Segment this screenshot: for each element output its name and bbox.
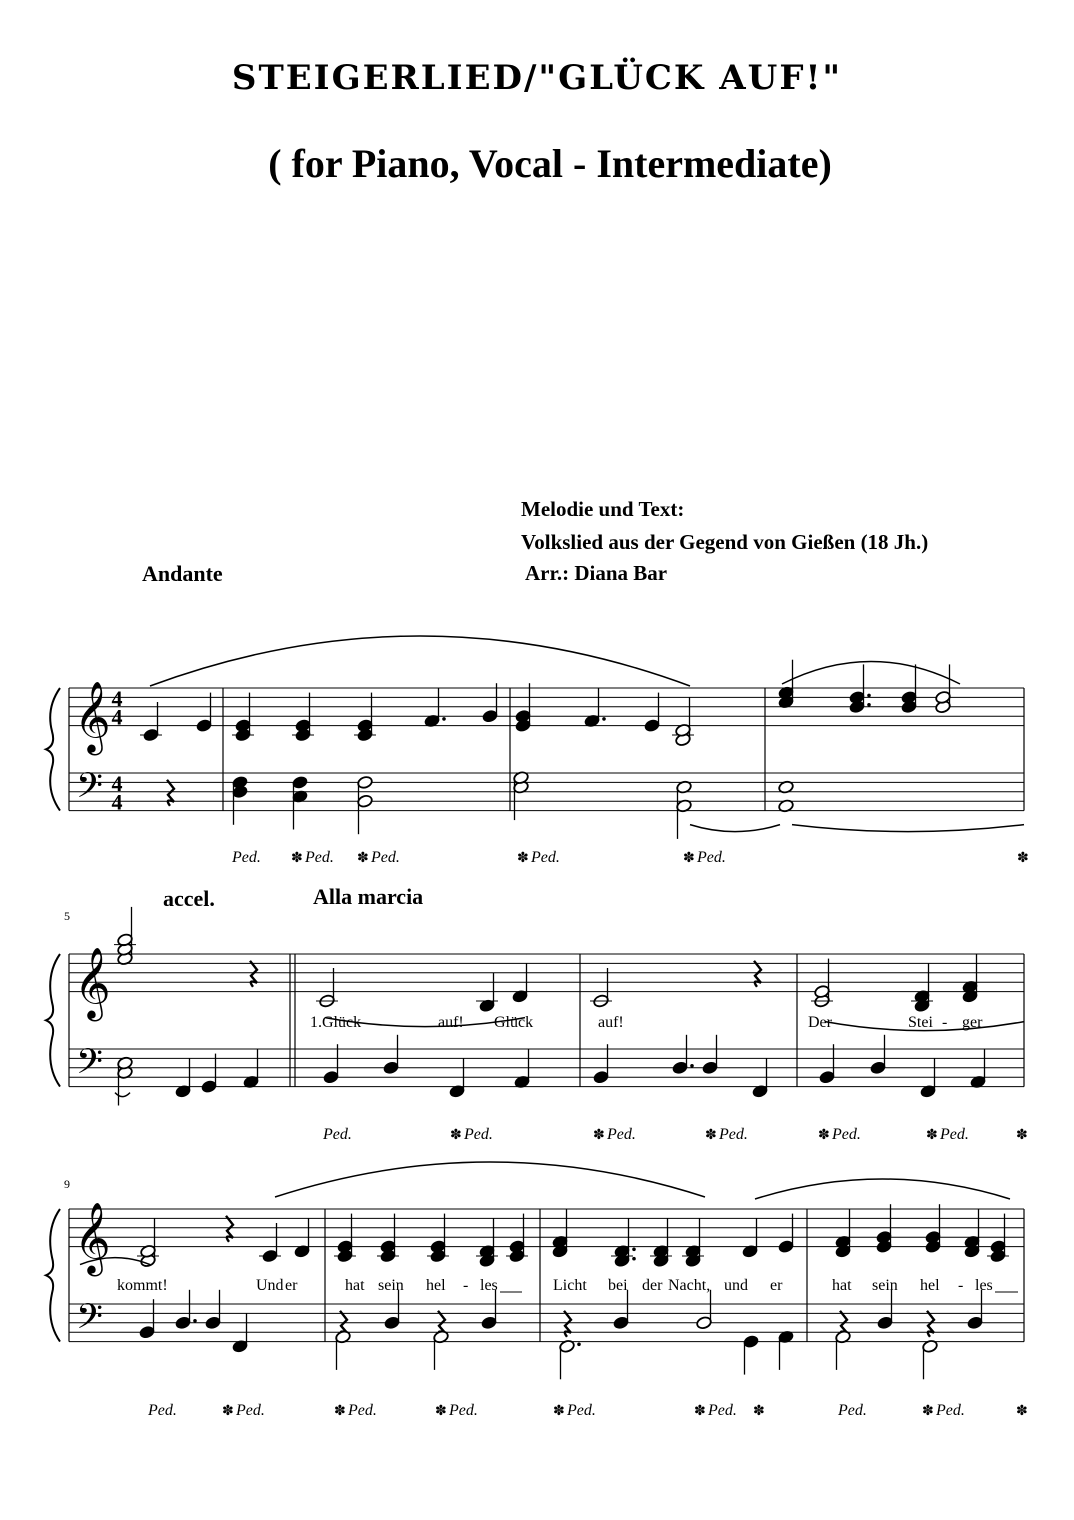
tie <box>115 1093 130 1097</box>
pedal-release-icon: ✽ <box>517 851 529 866</box>
song-title: STEIGERLIED/"GLÜCK AUF!" <box>231 58 843 98</box>
pedal-mark: Ped. <box>832 1126 861 1143</box>
tie <box>690 825 780 832</box>
pedal-release-icon: ✽ <box>291 851 303 866</box>
notehead <box>205 1316 222 1330</box>
augmentation-dot <box>690 1064 694 1068</box>
pedal-mark: Ped. <box>371 849 400 866</box>
pedal-release-icon: ✽ <box>593 1128 605 1143</box>
phrase-slur <box>782 662 960 685</box>
quarter-rest <box>564 1311 571 1337</box>
notehead <box>644 719 661 733</box>
notehead <box>235 719 252 733</box>
notehead <box>778 1240 795 1254</box>
notehead <box>509 1240 526 1254</box>
notehead <box>292 775 309 789</box>
pedal-mark: Ped. <box>567 1402 596 1419</box>
notehead <box>196 719 213 733</box>
notehead <box>870 1061 887 1075</box>
quarter-rest <box>226 1216 233 1242</box>
lyric-syllable: sein <box>872 1277 898 1294</box>
piano-brace <box>46 1209 60 1342</box>
pedal-mark: Ped. <box>936 1402 965 1419</box>
tempo-accel: accel. <box>163 886 215 911</box>
lyric-syllable: les <box>975 1277 993 1294</box>
notehead <box>819 1070 836 1084</box>
notehead <box>925 1230 942 1244</box>
notehead <box>380 1240 397 1254</box>
lyric-syllable: les <box>480 1277 498 1294</box>
song-subtitle: ( for Piano, Vocal - Intermediate) <box>268 141 832 186</box>
lyric-syllable: - <box>463 1277 469 1294</box>
notehead <box>849 690 866 704</box>
lyric-syllable: und <box>724 1277 748 1294</box>
lyric-syllable: auf! <box>438 1014 464 1031</box>
pedal-mark: Ped. <box>323 1126 352 1143</box>
time-signature-numerator: 4 <box>111 770 123 796</box>
lyric-syllable: er <box>770 1277 783 1294</box>
pedal-mark: Ped. <box>236 1402 265 1419</box>
lyric-syllable: 1.Glück <box>310 1014 362 1031</box>
notehead <box>201 1080 218 1094</box>
pedal-release-icon: ✽ <box>222 1404 234 1419</box>
lyric-syllable: Nacht, <box>668 1277 711 1294</box>
pedal-mark: Ped. <box>708 1402 737 1419</box>
notehead <box>901 690 918 704</box>
pedal-mark: Ped. <box>531 849 560 866</box>
quarter-rest <box>754 961 761 987</box>
notehead <box>357 794 374 808</box>
pedal-mark: Ped. <box>464 1126 493 1143</box>
tempo-andante: Andante <box>142 561 223 586</box>
pedal-mark: Ped. <box>148 1402 177 1419</box>
bass-clef-icon: 𝄢 <box>76 1044 104 1091</box>
augmentation-dot <box>632 1257 636 1261</box>
quarter-rest <box>927 1311 934 1337</box>
notehead <box>384 1316 401 1330</box>
notehead <box>515 709 532 723</box>
notehead <box>357 775 374 789</box>
quarter-rest <box>250 961 257 987</box>
time-signature-numerator: 4 <box>111 685 123 711</box>
lyric-syllable: kommt! <box>117 1277 168 1294</box>
notehead <box>672 1061 689 1075</box>
augmentation-dot <box>577 1343 581 1347</box>
treble-clef-icon: 𝄞 <box>74 683 111 752</box>
phrase-slur <box>150 636 690 686</box>
notehead <box>481 1316 498 1330</box>
piano-brace <box>46 954 60 1087</box>
notehead <box>696 1316 713 1330</box>
notehead <box>702 1061 719 1075</box>
credit-melody-text: Melodie und Text: <box>521 497 685 521</box>
notehead <box>877 1316 894 1330</box>
lyric-syllable: hat <box>345 1277 365 1294</box>
notehead <box>232 775 249 789</box>
pedal-release-icon: ✽ <box>1016 1128 1028 1143</box>
notehead <box>430 1240 447 1254</box>
pedal-release-icon: ✽ <box>705 1128 717 1143</box>
lyric-syllable: er <box>285 1277 298 1294</box>
pedal-mark: Ped. <box>232 849 261 866</box>
tempo-alla-marcia: Alla marcia <box>313 884 424 909</box>
pedal-mark: Ped. <box>719 1126 748 1143</box>
quarter-rest <box>167 780 174 806</box>
lyric-syllable: sein <box>378 1277 404 1294</box>
lyric-syllable: Licht <box>553 1277 587 1294</box>
notehead <box>337 1240 354 1254</box>
pedal-release-icon: ✽ <box>357 851 369 866</box>
augmentation-dot <box>602 717 606 721</box>
phrase-slur <box>755 1179 1010 1199</box>
lyric-syllable: - <box>942 1014 948 1031</box>
pedal-mark: Ped. <box>940 1126 969 1143</box>
notehead <box>323 1070 340 1084</box>
notehead <box>175 1316 192 1330</box>
lyric-syllable: der <box>642 1277 663 1294</box>
measure-number: 9 <box>64 1177 70 1191</box>
lyric-syllable: Der <box>808 1014 832 1031</box>
notehead <box>876 1230 893 1244</box>
piano-brace <box>46 688 60 811</box>
augmentation-dot <box>867 694 871 698</box>
augmentation-dot <box>867 703 871 707</box>
notehead <box>139 1325 156 1339</box>
notehead <box>357 719 374 733</box>
pedal-release-icon: ✽ <box>818 1128 830 1143</box>
lyric-syllable: Stei <box>908 1014 933 1031</box>
pedal-mark: Ped. <box>607 1126 636 1143</box>
notehead <box>295 719 312 733</box>
pedal-release-icon: ✽ <box>450 1128 462 1143</box>
pedal-mark: Ped. <box>305 849 334 866</box>
pedal-release-icon: ✽ <box>922 1404 934 1419</box>
time-signature-denominator: 4 <box>111 789 123 815</box>
pedal-release-icon: ✽ <box>435 1404 447 1419</box>
notehead <box>383 1061 400 1075</box>
phrase-slur <box>275 1162 705 1197</box>
tie <box>792 825 1024 832</box>
lyric-syllable: hel <box>920 1277 940 1294</box>
notehead <box>482 709 499 723</box>
treble-clef-icon: 𝄞 <box>74 1204 111 1273</box>
augmentation-dot <box>442 717 446 721</box>
measure-number: 5 <box>64 909 70 923</box>
lyric-syllable: Glück <box>494 1014 534 1031</box>
notehead <box>967 1316 984 1330</box>
pedal-release-icon: ✽ <box>1016 1404 1028 1419</box>
credit-arranger: Arr.: Diana Bar <box>525 561 668 585</box>
bass-clef-icon: 𝄢 <box>76 1299 104 1346</box>
pedal-release-icon: ✽ <box>694 1404 706 1419</box>
lyric-syllable: hat <box>832 1277 852 1294</box>
lyric-syllable: auf! <box>598 1014 624 1031</box>
lyric-syllable: bei <box>608 1277 628 1294</box>
augmentation-dot <box>193 1319 197 1323</box>
pedal-mark: Ped. <box>838 1402 867 1419</box>
pedal-release-icon: ✽ <box>683 851 695 866</box>
pedal-release-icon: ✽ <box>553 1404 565 1419</box>
pedal-release-icon: ✽ <box>1017 851 1029 866</box>
lyric-syllable: hel <box>426 1277 446 1294</box>
pedal-release-icon: ✽ <box>926 1128 938 1143</box>
treble-clef-icon: 𝄞 <box>74 949 111 1018</box>
pedal-mark: Ped. <box>697 849 726 866</box>
pedal-release-icon: ✽ <box>334 1404 346 1419</box>
notehead <box>990 1240 1007 1254</box>
pedal-release-icon: ✽ <box>753 1404 765 1419</box>
lyric-syllable: ger <box>962 1014 983 1031</box>
credit-origin: Volkslied aus der Gegend von Gießen (18 Jh.) <box>521 530 929 554</box>
time-signature-denominator: 4 <box>111 704 123 730</box>
lyric-syllable: Und <box>256 1277 284 1294</box>
augmentation-dot <box>632 1248 636 1252</box>
lyric-syllable: - <box>958 1277 964 1294</box>
notehead <box>743 1335 760 1349</box>
bass-clef-icon: 𝄢 <box>76 768 104 815</box>
notehead <box>613 1316 630 1330</box>
notehead <box>593 1070 610 1084</box>
pedal-mark: Ped. <box>449 1402 478 1419</box>
pedal-mark: Ped. <box>348 1402 377 1419</box>
